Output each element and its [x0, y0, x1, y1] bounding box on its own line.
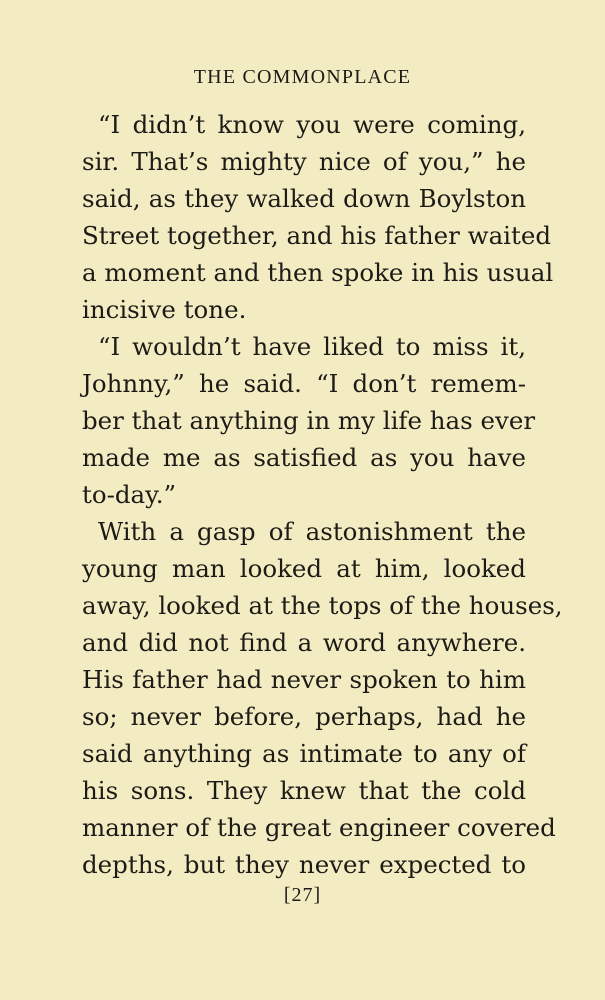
- text-line: made me as satisfied as you have: [82, 443, 526, 472]
- text-line: With a gasp of astonishment the: [98, 517, 526, 546]
- text-line: his sons. They knew that the cold: [82, 776, 526, 805]
- text-line: said, as they walked down Boylston: [82, 184, 526, 213]
- text-line: His father had never spoken to him: [82, 665, 526, 694]
- text-line: incisive tone.: [82, 295, 247, 324]
- running-head: THE COMMONPLACE: [193, 66, 412, 88]
- text-line: said anything as intimate to any of: [82, 739, 526, 768]
- text-line: depths, but they never expected to: [82, 850, 526, 879]
- text-line: manner of the great engineer covered: [82, 813, 556, 842]
- text-line: a moment and then spoke in his usual: [82, 258, 554, 287]
- text-line: “I didn’t know you were coming,: [98, 110, 526, 139]
- text-line: Street together, and his father waited: [82, 221, 552, 250]
- text-line: sir. That’s mighty nice of you,” he: [82, 147, 526, 176]
- page-number: [27]: [283, 884, 322, 906]
- text-line: “I wouldn’t have liked to miss it,: [98, 332, 526, 361]
- text-line: Johnny,” he said. “I don’t remem-: [82, 369, 526, 398]
- text-line: and did not find a word anywhere.: [82, 628, 526, 657]
- text-line: ber that anything in my life has ever: [82, 406, 536, 435]
- text-line: young man looked at him, looked: [82, 554, 526, 583]
- text-line: to-day.”: [82, 480, 177, 509]
- text-line: away, looked at the tops of the houses,: [82, 591, 563, 620]
- text-line: so; never before, perhaps, had he: [82, 702, 526, 731]
